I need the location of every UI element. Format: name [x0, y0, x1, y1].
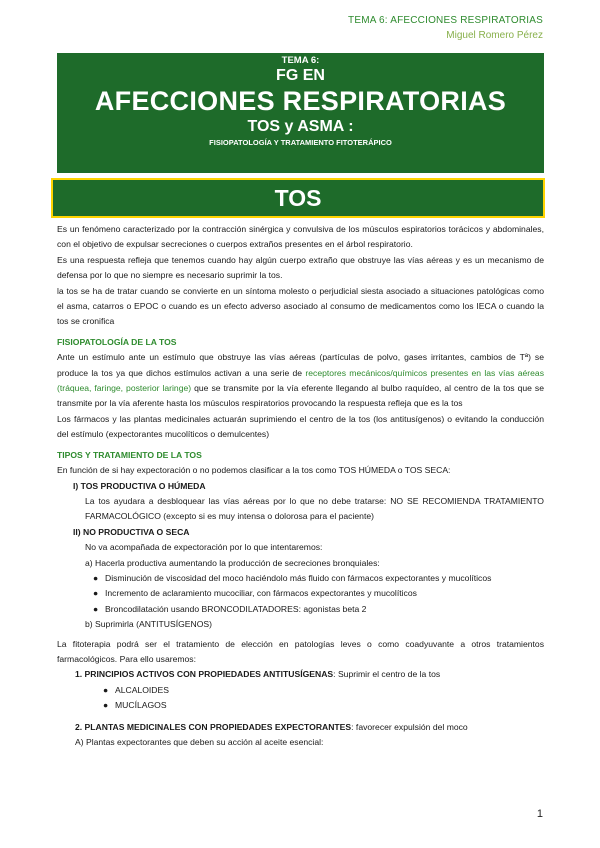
- bullet-text: MUCÍLAGOS: [115, 700, 167, 711]
- tipos-intro: En función de si hay expectoración o no podemos clasificar a la tos como TOS HÚMEDA o TOS SECA:: [57, 465, 451, 476]
- header-author: Miguel Romero Pérez: [446, 30, 543, 41]
- bullet-icon: ●: [103, 700, 109, 711]
- productiva-text: La tos ayudara a desbloquear las vías aéreas por lo que no debe tratarse: NO SE RECOMIENDA TRATAMIENTO FARMACOLÓGICO (excepto si es muy intensa o dolorosa para el paciente): [85, 495, 544, 522]
- bullet-text: Broncodilatación usando BRONCODILATADORES: agonistas beta 2: [105, 603, 367, 614]
- seca-option-a: a) Hacerla productiva aumentando la producción de secreciones bronquiales:: [85, 557, 380, 568]
- fisiopatologia-paragraph: Los fármacos y las plantas medicinales actuarán suprimiendo el centro de la tos (los antitusígenos) o evitando la conducción del estímulo (expectorantes mucolíticos o demulcentes): [57, 413, 544, 440]
- bullet-icon: ●: [93, 572, 99, 583]
- numbered-label: 2. PLANTAS MEDICINALES CON PROPIEDADES EXPECTORANTES: [75, 721, 352, 732]
- list-item-seca: II) NO PRODUCTIVA O SECA: [73, 526, 190, 537]
- bullet-icon: ●: [103, 684, 109, 695]
- seca-option-b: b) Suprimirla (ANTITUSÍGENOS): [85, 619, 213, 630]
- bullet-item: [57, 571, 544, 586]
- bullet-text: Incremento de aclaramiento mucociliar, con fármacos expectorantes y mucolíticos: [105, 588, 417, 599]
- page-number: 1: [536, 808, 543, 820]
- fisiopatologia-paragraph: [57, 350, 544, 412]
- section-title-box: TOS: [51, 178, 545, 218]
- sub-item-a: A) Plantas expectorantes que deben su acción al aceite esencial:: [75, 737, 324, 747]
- banner-description: FISIOPATOLOGÍA Y TRATAMIENTO FITOTERÁPICO: [209, 138, 392, 147]
- numbered-item-1: [57, 667, 544, 682]
- banner-title: AFECCIONES RESPIRATORIAS: [94, 86, 507, 116]
- banner-subtitle: FG EN: [276, 67, 325, 84]
- bullet-icon: ●: [93, 603, 99, 614]
- numbered-text: : favorecer expulsión del moco: [351, 721, 468, 732]
- banner-topic-number: TEMA 6:: [281, 55, 320, 66]
- bullet-item: [57, 698, 544, 713]
- intro-paragraph: la tos se ha de tratar cuando se convierte en un síntoma molesto o perjudicial siesta asociado a situaciones patológicas como el asma, catarros o EPOC o cuando es un efecto adverso asociado al consumo de medicamentos como los IECA o cuando la tos se cronifica: [57, 285, 544, 327]
- text-span: que se transmite por la vía eferente llegando al bulbo raquídeo, al centro de la tos que se transmite por la vía aferente hasta los músculos respiratorios provocando la respuesta refleja que es la tos: [57, 383, 544, 409]
- numbered-item-2: [57, 720, 544, 735]
- section-heading-tipos: TIPOS Y TRATAMIENTO DE LA TOS: [57, 449, 202, 460]
- bullet-item: [57, 602, 544, 617]
- bullet-item: [57, 586, 544, 601]
- section-heading-fisiopatologia: FISIOPATOLOGÍA DE LA TOS: [57, 336, 177, 347]
- seca-text: No va acompañada de expectoración por lo que intentaremos:: [85, 542, 323, 553]
- bullet-icon: ●: [93, 588, 99, 599]
- bullet-item: [57, 683, 544, 698]
- intro-paragraph: Es una respuesta refleja que tenemos cuando hay algún cuerpo extraño que obstruye las vías aéreas y es un mecanismo de defensa por lo que no siempre es necesario suprimir la tos.: [57, 254, 544, 281]
- bullet-text: ALCALOIDES: [115, 684, 169, 695]
- receptors-highlight: receptores mecánicos/químicos presentes en las vías aéreas (tráquea, faringe, posterior laringe): [57, 367, 544, 394]
- fitoterapia-paragraph: La fitoterapia podrá ser el tratamiento de elección en patologías leves o como coadyuvante a otros tratamientos farmacológicos. Para ello usaremos:: [57, 638, 544, 664]
- banner-subject: TOS y ASMA :: [247, 118, 354, 135]
- numbered-label: 1. PRINCIPIOS ACTIVOS CON PROPIEDADES ANTITUSÍGENAS: [75, 669, 334, 680]
- list-item-productiva: I) TOS PRODUCTIVA O HÚMEDA: [73, 480, 206, 491]
- document-body: [57, 222, 544, 750]
- title-banner: [57, 53, 544, 173]
- numbered-text: : Suprimir el centro de la tos: [333, 669, 441, 680]
- bullet-text: Disminución de viscosidad del moco haciéndolo más fluido con fármacos expectorantes y mucolíticos: [105, 572, 492, 583]
- intro-paragraph: Es un fenómeno caracterizado por la contracción sinérgica y convulsiva de los músculos espiratorios torácicos y abdominales, con el objetivo de expulsar secreciones o cuerpos extraños presentes en el árbol respiratorio.: [57, 224, 544, 250]
- text-span: Ante un estímulo ante un estímulo que obstruye las vías aéreas (partículas de polvo, gases irritantes, cambios de Tª) se produce la tos ya que dichos estímulos activan a una serie de: [57, 352, 544, 378]
- header-topic: TEMA 6: AFECCIONES RESPIRATORIAS: [348, 15, 543, 26]
